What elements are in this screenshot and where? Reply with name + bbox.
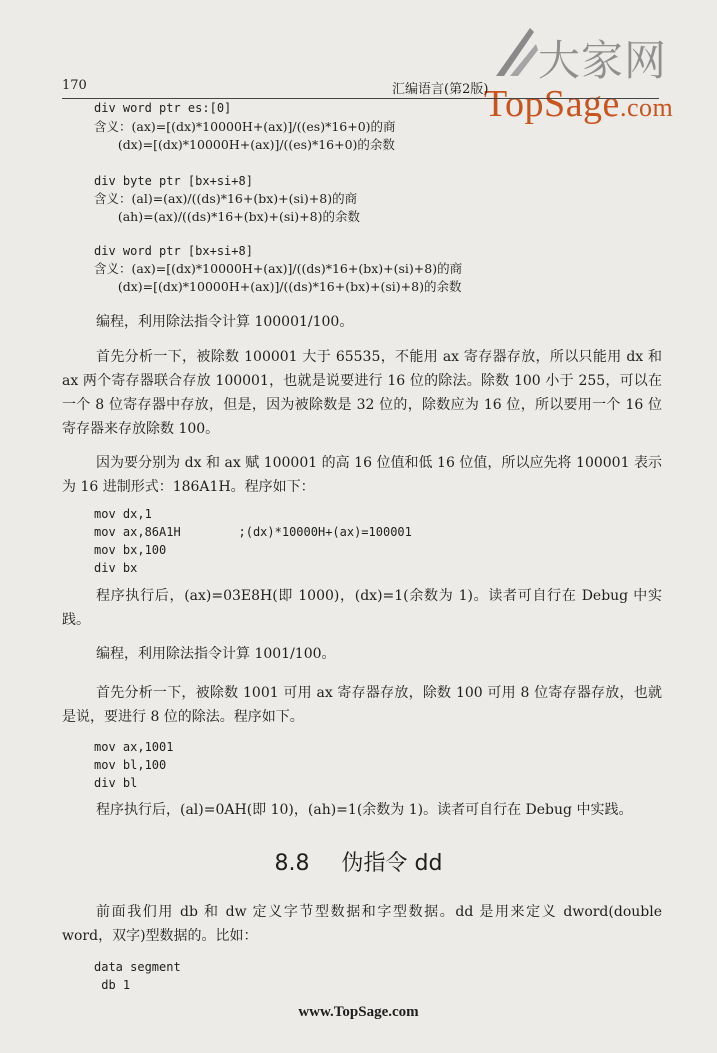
section-title: 伪指令 dd — [341, 851, 443, 876]
code-line: div byte ptr [bx+si+8] — [94, 174, 253, 188]
book-title: 汇编语言(第2版) — [392, 82, 489, 97]
meaning-line: (dx)=[(dx)*10000H+(ax)]/((ds)*16+(bx)+(si)+8)的余数 — [94, 279, 462, 294]
paragraph: 编程，利用除法指令计算 100001/100。 — [96, 314, 354, 330]
code-block: mov ax,1001 mov bl,100 div bl — [94, 740, 174, 790]
paragraph: 编程，利用除法指令计算 1001/100。 — [96, 646, 336, 662]
meaning-line: 含义：(al)=(ax)/((ds)*16+(bx)+(si)+8)的商 — [94, 191, 358, 206]
section-number: 8.8 — [274, 851, 310, 876]
running-header — [62, 76, 659, 99]
paragraph: 首先分析一下，被除数 100001 大于 65535，不能用 ax 寄存器存放，所以只能用 dx 和 ax 两个寄存器联合存放 100001，也就是说要进行 16 位的除法。除数 100 小于 255，可以在一个 8 位寄存器中存放，但是，因为被除数是 32 位的，除数应为 16 位，所以要用一个 16 位寄存器来存放除数 100。 — [62, 349, 662, 437]
meaning-line: (dx)=[(dx)*10000H+(ax)]/((es)*16+0)的余数 — [94, 137, 395, 152]
paragraph: 程序执行后，(ax)=03E8H(即 1000)，(dx)=1(余数为 1)。读者可自行在 Debug 中实践。 — [62, 588, 662, 628]
code-block: data segment db 1 — [94, 960, 181, 992]
watermark-brand: TopSage.com — [484, 83, 674, 125]
footer-url: www.TopSage.com — [298, 1004, 419, 1020]
paragraph: 前面我们用 db 和 dw 定义字节型数据和字型数据。dd 是用来定义 dword(double word，双字)型数据的。比如： — [62, 904, 662, 944]
page-number: 170 — [62, 78, 87, 93]
paragraph: 因为要分别为 dx 和 ax 赋 100001 的高 16 位值和低 16 位值，所以应先将 100001 表示为 16 进制形式：186A1H。程序如下： — [62, 455, 662, 495]
meaning-line: (ah)=(ax)/((ds)*16+(bx)+(si)+8)的余数 — [94, 209, 360, 224]
topsage-logo-mark — [490, 24, 540, 80]
code-line: div word ptr [bx+si+8] — [94, 244, 253, 258]
meaning-line: 含义：(ax)=[(dx)*10000H+(ax)]/((ds)*16+(bx)+(si)+8)的商 — [94, 261, 463, 276]
code-line: div word ptr es:[0] — [94, 101, 232, 115]
paragraph: 首先分析一下，被除数 1001 可用 ax 寄存器存放，除数 100 可用 8 位寄存器存放，也就是说，要进行 8 位的除法。程序如下。 — [62, 685, 662, 725]
meaning-line: 含义：(ax)=[(dx)*10000H+(ax)]/((es)*16+0)的商 — [94, 119, 396, 134]
section-heading — [0, 846, 717, 877]
code-block: mov dx,1 mov ax,86A1H ;(dx)*10000H+(ax)=100001 mov bx,100 div bx — [94, 507, 412, 575]
watermark-cjk: 大家网 — [538, 36, 668, 85]
paragraph: 程序执行后，(al)=0AH(即 10)，(ah)=1(余数为 1)。读者可自行在 Debug 中实践。 — [96, 802, 633, 818]
